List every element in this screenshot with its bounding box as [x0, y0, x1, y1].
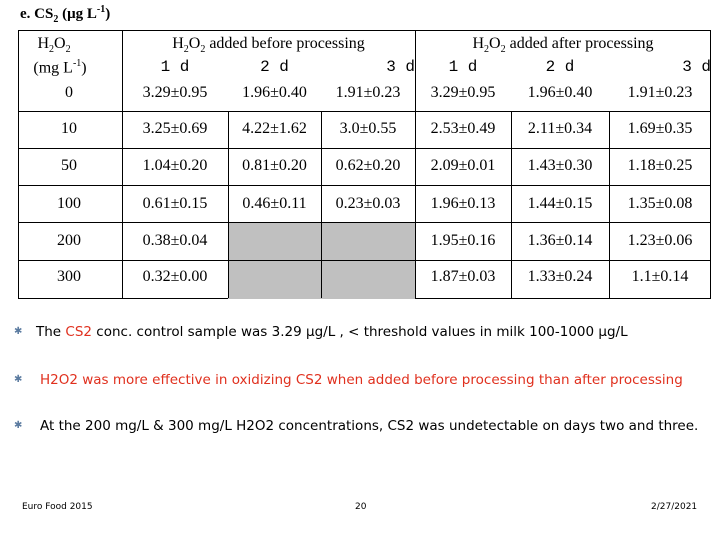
table-cell: 1.87±0.03 [430, 268, 496, 285]
title-subscript: 2 [53, 14, 59, 25]
hdr-sub: 2 [500, 44, 506, 56]
row-conc: 50 [61, 157, 77, 174]
table-cell: 2.53±0.49 [430, 120, 496, 137]
title-unit: (μg L [58, 6, 97, 22]
title-close: ) [105, 6, 111, 22]
header-unit-label [19, 58, 101, 77]
title-superscript: -1 [96, 4, 106, 15]
hdr-text: O [489, 35, 501, 52]
header-before-processing [122, 35, 415, 55]
hdr-sub: 2 [49, 44, 54, 56]
row-conc: 300 [57, 268, 81, 285]
bullet-star-icon: ✱ [14, 326, 23, 337]
table-cell: 2.11±0.34 [527, 120, 593, 137]
hdr-sub: 2 [484, 44, 490, 56]
table-cell: 1.23±0.06 [627, 232, 693, 249]
table-cell: 1.35±0.08 [627, 195, 693, 212]
bullet-star-icon: ✱ [14, 420, 23, 431]
hdr-text: H [37, 35, 49, 52]
title-text: e. CS [20, 6, 54, 22]
hdr-text: H [172, 35, 184, 52]
bullet-star-icon: ✱ [14, 374, 23, 385]
header-day: 3 d [386, 58, 415, 76]
bullet-highlight: H2O2 was more effective in oxidizing CS2 when added before processing than after processing [40, 372, 683, 388]
table-cell: 1.96±0.13 [430, 195, 496, 212]
header-day: 1 d [448, 58, 478, 76]
row-conc: 200 [57, 232, 81, 249]
row-conc: 100 [57, 195, 81, 212]
header-after-processing [415, 35, 711, 55]
row-conc: 0 [65, 84, 73, 101]
header-h2o2-label [19, 35, 89, 55]
bullet-highlight: CS2 [65, 324, 92, 340]
table-cell: 1.95±0.16 [430, 232, 496, 249]
footer-date: 2/27/2021 [651, 502, 698, 512]
table-cell: 1.69±0.35 [627, 120, 693, 137]
table-cell: 4.22±1.62 [242, 120, 307, 137]
bullet-text-part: conc. control sample was 3.29 μg/L , < threshold values in milk 100-1000 μg/L [92, 324, 628, 340]
bullet-text: At the 200 mg/L & 300 mg/L H2O2 concentrations, CS2 was undetectable on days two and three. [40, 418, 699, 434]
hdr-sup: -1 [72, 58, 82, 69]
table-cell: 0.23±0.03 [335, 195, 401, 212]
table-cell: 0.62±0.20 [335, 157, 401, 174]
table-cell: 1.91±0.23 [627, 84, 693, 101]
hdr-text: ) [81, 59, 87, 77]
table-cell: 0.61±0.15 [142, 195, 208, 212]
header-day: 2 d [545, 58, 575, 76]
hdr-text: added before processing [205, 35, 365, 52]
header-day: 2 d [260, 58, 289, 76]
header-day: 3 d [682, 58, 711, 76]
header-day: 1 d [160, 58, 190, 76]
table-cell: 0.46±0.11 [242, 195, 307, 212]
table-cell: 0.81±0.20 [242, 157, 307, 174]
slide-title [20, 4, 110, 25]
table-cell: 1.36±0.14 [527, 232, 593, 249]
table-cell: 1.91±0.23 [335, 84, 401, 101]
table-cell: 1.96±0.40 [242, 84, 307, 101]
bullet-text [36, 324, 628, 340]
table-cell: 1.44±0.15 [527, 195, 593, 212]
table-cell: 3.29±0.95 [142, 84, 208, 101]
table-cell: 1.96±0.40 [527, 84, 593, 101]
table-cell: 2.09±0.01 [430, 157, 496, 174]
table-cell: 0.38±0.04 [142, 232, 208, 249]
hdr-text: added after processing [505, 35, 654, 52]
hdr-sub: 2 [183, 44, 189, 56]
hdr-text: O [188, 35, 201, 52]
table-cell: 1.04±0.20 [142, 157, 208, 174]
table-cell: 1.43±0.30 [527, 157, 593, 174]
hdr-text: (mg L [33, 59, 73, 77]
data-table [18, 30, 711, 299]
bullet-text-part: The [36, 324, 66, 340]
table-cell: 3.0±0.55 [339, 120, 397, 137]
table-cell: 3.25±0.69 [142, 120, 208, 137]
hdr-sub: 2 [200, 44, 206, 56]
hdr-text: H [472, 35, 485, 52]
table-cell: 1.1±0.14 [631, 268, 689, 285]
table-cell: 1.18±0.25 [627, 157, 693, 174]
bullet-text [40, 372, 683, 388]
footer-left: Euro Food 2015 [22, 502, 93, 512]
table-cell: 0.32±0.00 [142, 268, 208, 285]
table-cell: 3.29±0.95 [430, 84, 496, 101]
table-cell: 1.33±0.24 [527, 268, 593, 285]
row-conc: 10 [61, 120, 77, 137]
footer-page-number: 20 [355, 502, 367, 512]
hdr-text: O [54, 35, 66, 52]
hdr-sub: 2 [65, 44, 71, 56]
